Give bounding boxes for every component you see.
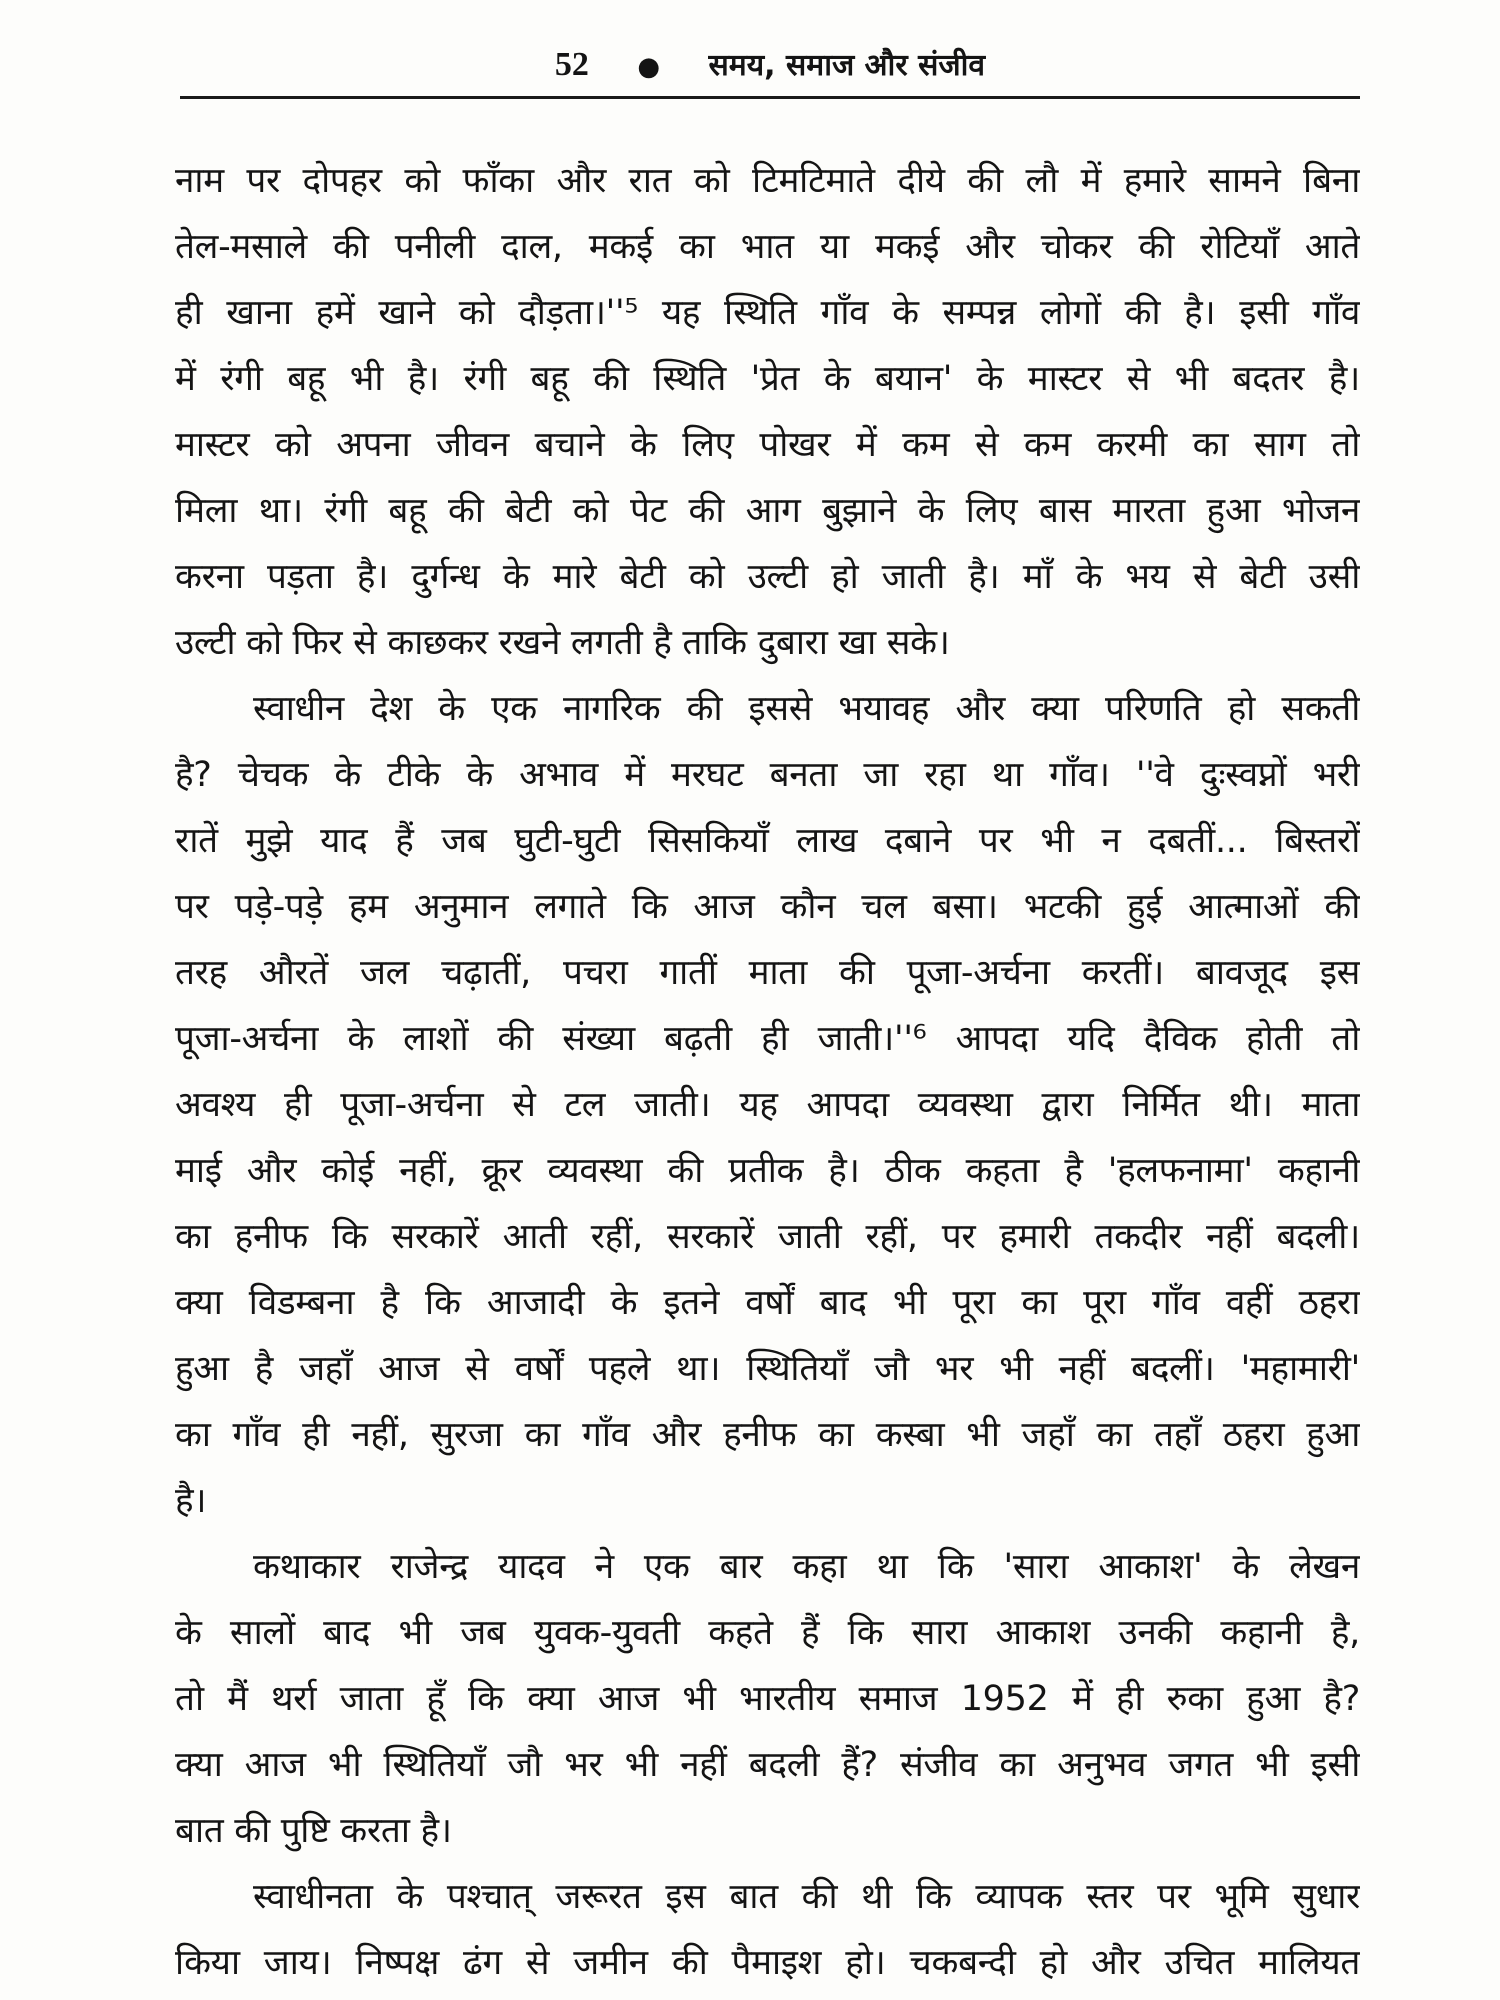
text-line: स्वाधीन देश के एक नागरिक की इससे भयावह और क्या परिणति हो सकती bbox=[253, 689, 1360, 729]
header-rule bbox=[180, 96, 1360, 99]
text-line: तो मैं थर्रा जाता हूँ कि क्या आज भी भारतीय समाज 1952 में ही रुका हुआ है? bbox=[175, 1679, 1360, 1719]
text-line: किया जाय। निष्पक्ष ढंग से जमीन की पैमाइश हो। चकबन्दी हो और उचित मालियत bbox=[175, 1943, 1360, 1983]
text-line: उल्टी को फिर से काछकर रखने लगती है ताकि दुबारा खा सके। bbox=[175, 623, 950, 663]
text-line: क्या विडम्बना है कि आजादी के इतने वर्षों बाद भी पूरा का पूरा गाँव वहीं ठहरा bbox=[175, 1283, 1360, 1323]
text-line: रातें मुझे याद हैं जब घुटी-घुटी सिसकियाँ लाख दबाने पर भी न दबतीं... बिस्तरों bbox=[175, 821, 1360, 861]
text-line: कथाकार राजेन्द्र यादव ने एक बार कहा था कि 'सारा आकाश' के लेखन bbox=[253, 1547, 1360, 1587]
page-number: 52 bbox=[554, 46, 589, 83]
text-line: स्वाधीनता के पश्चात् जरूरत इस बात की थी कि व्यापक स्तर पर भूमि सुधार bbox=[253, 1877, 1360, 1917]
text-line: का गाँव ही नहीं, सुरजा का गाँव और हनीफ का कस्बा भी जहाँ का तहाँ ठहरा हुआ bbox=[175, 1415, 1360, 1455]
text-line: हुआ है जहाँ आज से वर्षों पहले था। स्थितियाँ जौ भर भी नहीं बदलीं। 'महामारी' bbox=[175, 1349, 1360, 1389]
text-line: माई और कोई नहीं, क्रूर व्यवस्था की प्रतीक है। ठीक कहता है 'हलफनामा' कहानी bbox=[175, 1151, 1360, 1191]
text-line: क्या आज भी स्थितियाँ जौ भर भी नहीं बदली हैं? संजीव का अनुभव जगत भी इसी bbox=[175, 1745, 1360, 1785]
text-line: के सालों बाद भी जब युवक-युवती कहते हैं कि सारा आकाश उनकी कहानी है, bbox=[175, 1613, 1360, 1653]
text-line: अवश्य ही पूजा-अर्चना से टल जाती। यह आपदा व्यवस्था द्वारा निर्मित थी। माता bbox=[175, 1085, 1360, 1125]
body-text bbox=[175, 148, 1360, 1996]
text-line: तेल-मसाले की पनीली दाल, मकई का भात या मकई और चोकर की रोटियाँ आते bbox=[175, 227, 1360, 267]
text-line: ही खाना हमें खाने को दौड़ता।''⁵ यह स्थिति गाँव के सम्पन्न लोगों की है। इसी गाँव bbox=[175, 293, 1360, 333]
text-line: है। bbox=[175, 1481, 207, 1521]
text-line: है? चेचक के टीके के अभाव में मरघट बनता जा रहा था गाँव। ''वे दुःस्वप्नों भरी bbox=[175, 755, 1360, 795]
text-line: मिला था। रंगी बहू की बेटी को पेट की आग बुझाने के लिए बास मारता हुआ भोजन bbox=[175, 491, 1360, 531]
text-line: तरह औरतें जल चढ़ातीं, पचरा गातीं माता की पूजा-अर्चना करतीं। बावजूद इस bbox=[175, 953, 1360, 993]
text-line: पूजा-अर्चना के लाशों की संख्या बढ़ती ही जाती।''⁶ आपदा यदि दैविक होती तो bbox=[175, 1019, 1360, 1059]
text-line: नाम पर दोपहर को फाँका और रात को टिमटिमाते दीये की लौ में हमारे सामने बिना bbox=[175, 161, 1360, 201]
header-bullet: ● bbox=[637, 52, 661, 82]
text-line: का हनीफ कि सरकारें आती रहीं, सरकारें जाती रहीं, पर हमारी तकदीर नहीं बदली। bbox=[175, 1217, 1360, 1257]
text-line: पर पड़े-पड़े हम अनुमान लगाते कि आज कौन चल बसा। भटकी हुई आत्माओं की bbox=[175, 887, 1360, 927]
text-line: मास्टर को अपना जीवन बचाने के लिए पोखर में कम से कम करमी का साग तो bbox=[175, 425, 1360, 465]
text-line: करना पड़ता है। दुर्गन्ध के मारे बेटी को उल्टी हो जाती है। माँ के भय से बेटी उसी bbox=[175, 557, 1360, 597]
running-header bbox=[180, 40, 1360, 90]
book-title: समय, समाज और संजीव bbox=[708, 48, 986, 83]
text-line: में रंगी बहू भी है। रंगी बहू की स्थिति 'प्रेत के बयान' के मास्टर से भी बदतर है। bbox=[175, 359, 1360, 399]
text-line: बात की पुष्टि करता है। bbox=[175, 1811, 452, 1851]
